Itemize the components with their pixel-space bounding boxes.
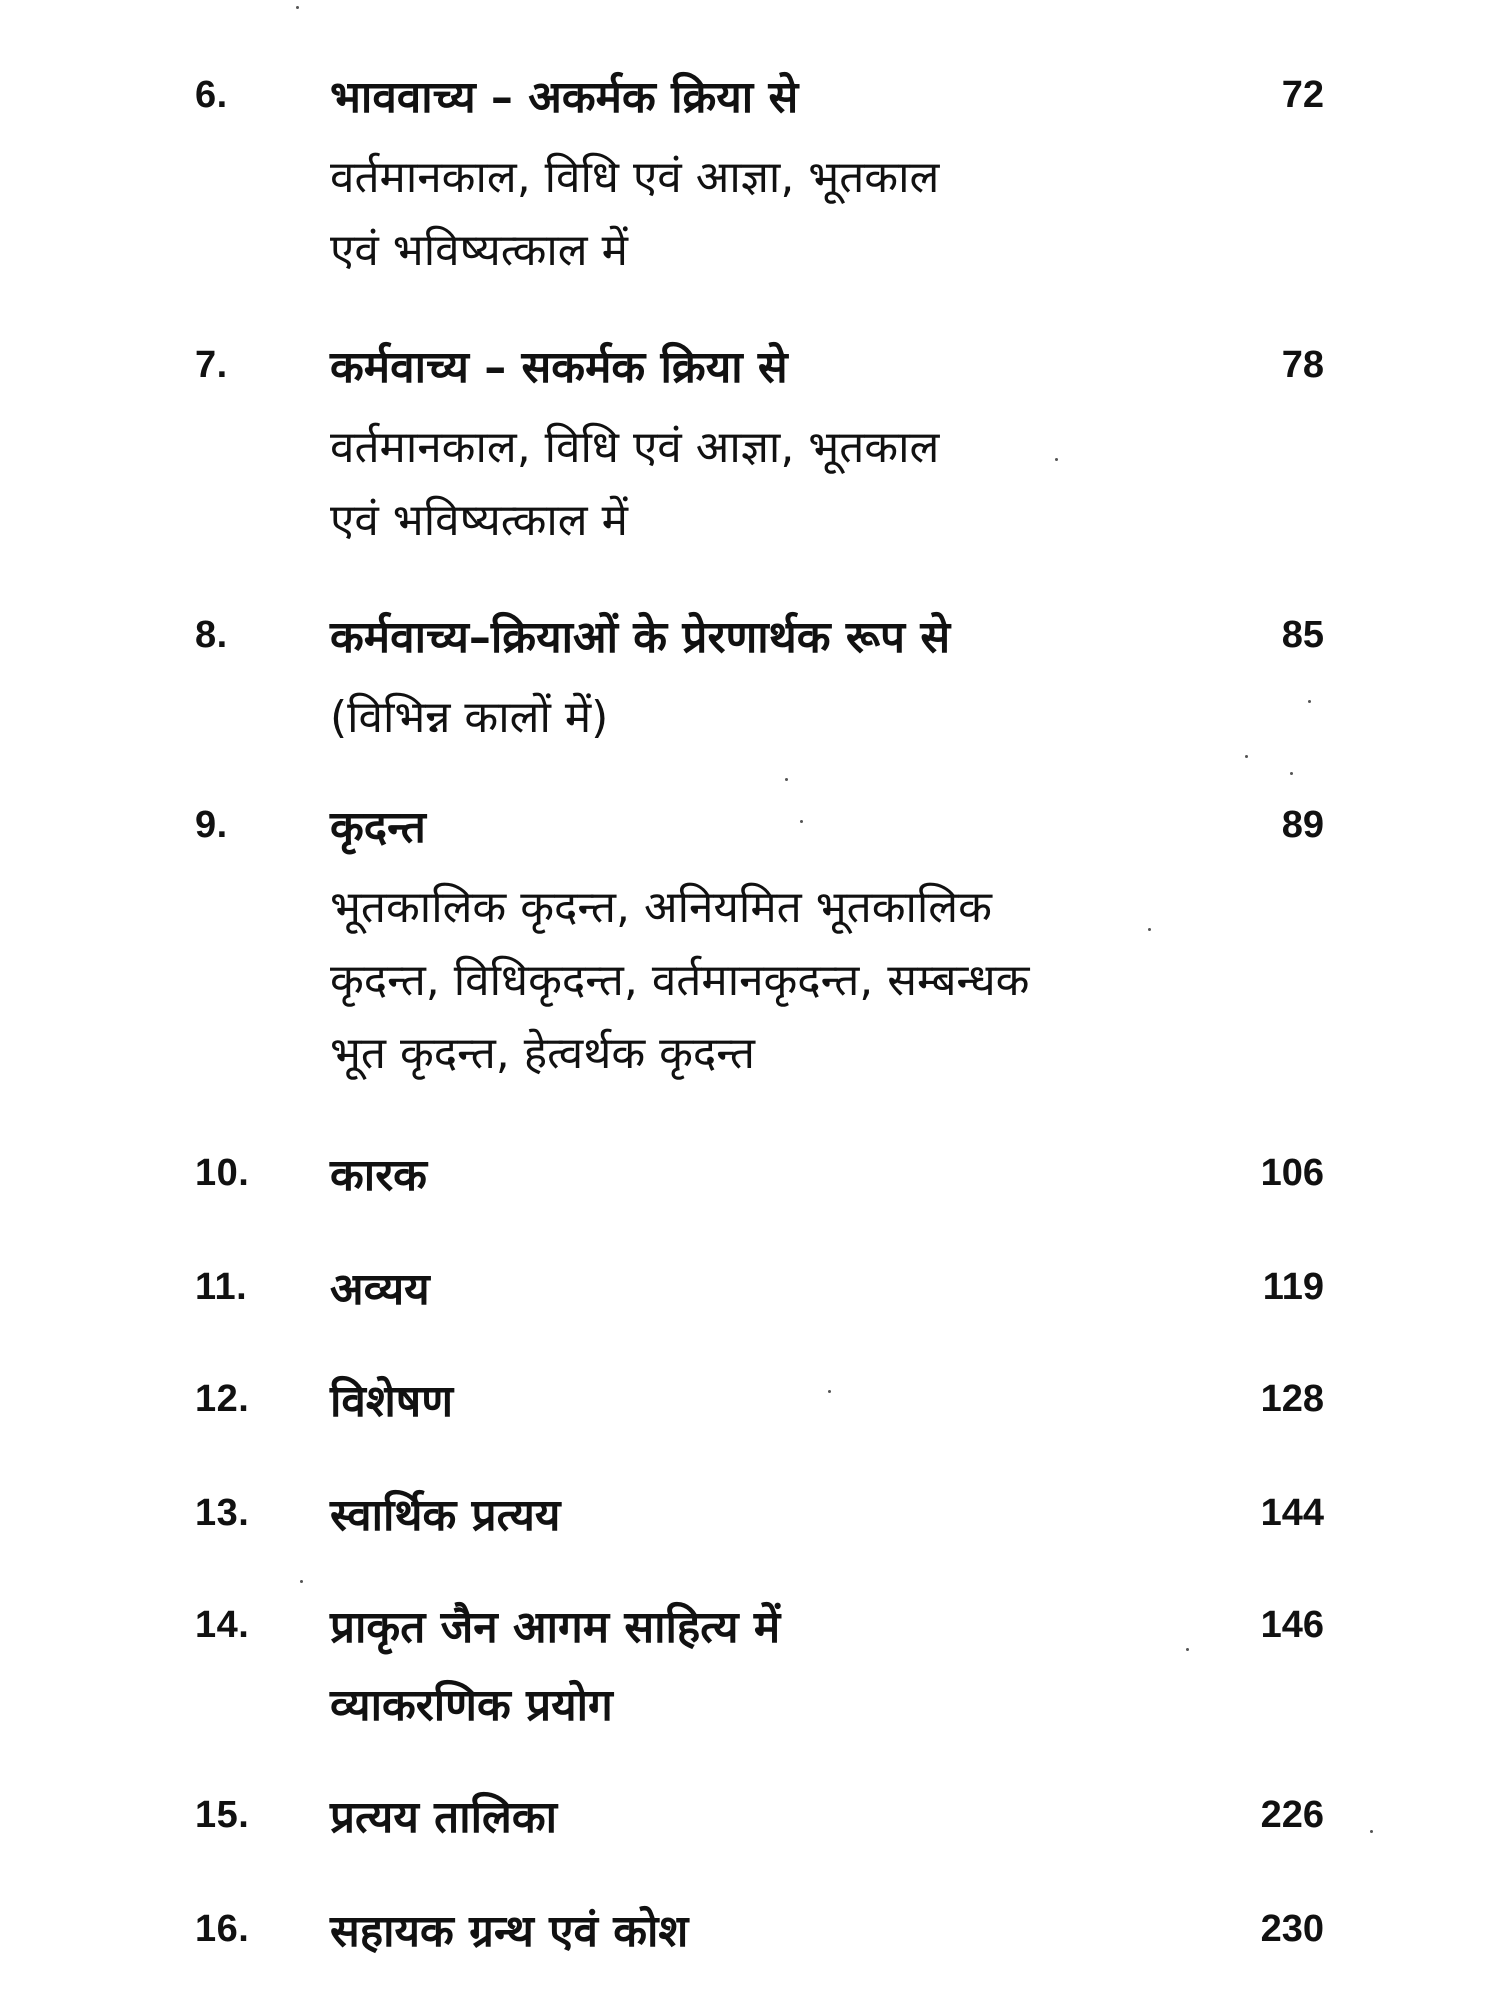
entry-page-number: 226 xyxy=(1260,1794,1324,1836)
entry-page-number: 106 xyxy=(1260,1152,1324,1194)
scan-speck xyxy=(1055,458,1058,461)
entry-page-number: 89 xyxy=(1281,804,1324,846)
entry-page-number: 230 xyxy=(1260,1908,1324,1950)
entry-title: भाववाच्य – अकर्मक क्रिया से xyxy=(330,72,799,123)
entry-page-number: 128 xyxy=(1260,1378,1324,1420)
scan-speck xyxy=(300,1580,303,1583)
entry-subline: (विभिन्न कालों में) xyxy=(330,692,609,743)
scan-speck xyxy=(1148,928,1151,931)
scan-speck xyxy=(800,820,803,823)
entry-title: अव्यय xyxy=(330,1264,430,1315)
scan-speck xyxy=(828,1390,831,1393)
entry-subline: भूतकालिक कृदन्त, अनियमित भूतकालिक xyxy=(330,882,992,933)
entry-number: 9. xyxy=(195,804,228,846)
entry-number: 12. xyxy=(195,1378,250,1420)
entry-title: प्राकृत जैन आगम साहित्य में xyxy=(330,1602,781,1653)
entry-title: कर्मवाच्य–क्रियाओं के प्रेरणार्थक रूप से xyxy=(330,612,951,663)
entry-number: 8. xyxy=(195,614,228,656)
scan-speck xyxy=(1370,1830,1373,1833)
entry-title: सहायक ग्रन्थ एवं कोश xyxy=(330,1906,689,1957)
entry-number: 13. xyxy=(195,1492,250,1534)
entry-number: 6. xyxy=(195,74,228,116)
scan-speck xyxy=(1308,700,1311,703)
entry-page-number: 146 xyxy=(1260,1604,1324,1646)
entry-number: 14. xyxy=(195,1604,250,1646)
scan-speck xyxy=(1290,772,1293,775)
scan-speck xyxy=(296,6,299,9)
entry-page-number: 72 xyxy=(1281,74,1324,116)
entry-number: 10. xyxy=(195,1152,250,1194)
entry-subline: एवं भविष्यत्काल में xyxy=(330,495,628,546)
entry-title: कर्मवाच्य – सकर्मक क्रिया से xyxy=(330,342,788,393)
entry-page-number: 119 xyxy=(1262,1266,1324,1308)
entry-title: कारक xyxy=(330,1150,427,1201)
entry-subline: भूत कृदन्त, हेत्वर्थक कृदन्त xyxy=(330,1028,755,1079)
entry-number: 16. xyxy=(195,1908,250,1950)
entry-number: 11. xyxy=(195,1266,248,1308)
entry-number: 7. xyxy=(195,344,228,386)
entry-subline: एवं भविष्यत्काल में xyxy=(330,225,628,276)
entry-number: 15. xyxy=(195,1794,250,1836)
entry-subline: कृदन्त, विधिकृदन्त, वर्तमानकृदन्त, सम्बन्धक xyxy=(330,955,1030,1006)
entry-page-number: 144 xyxy=(1260,1492,1324,1534)
entry-subline: वर्तमानकाल, विधि एवं आज्ञा, भूतकाल xyxy=(330,422,940,473)
entry-page-number: 78 xyxy=(1281,344,1324,386)
scan-speck xyxy=(1245,755,1248,758)
scan-speck xyxy=(1186,1648,1189,1651)
scan-speck xyxy=(785,778,788,781)
entry-title: कृदन्त xyxy=(330,802,426,853)
entry-title: स्वार्थिक प्रत्यय xyxy=(330,1490,561,1541)
entry-title: विशेषण xyxy=(330,1376,454,1427)
entry-title: प्रत्यय तालिका xyxy=(330,1792,558,1843)
entry-page-number: 85 xyxy=(1281,614,1324,656)
entry-subline: व्याकरणिक प्रयोग xyxy=(330,1680,613,1731)
entry-subline: वर्तमानकाल, विधि एवं आज्ञा, भूतकाल xyxy=(330,152,940,203)
